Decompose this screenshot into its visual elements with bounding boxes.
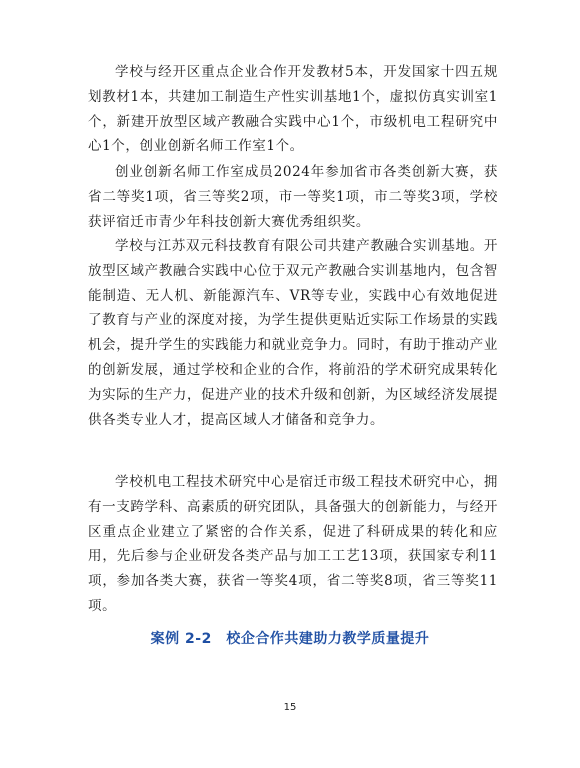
paragraph-training-base: 学校与江苏双元科技教育有限公司共建产教融合实训基地。开放型区域产教融合实践中心位于双元产教融合实训基地内，包含智能制造、无人机、新能源汽车、VR等专业，实践中心有效地促进了教育与产业的深度对接，为学生提供更贴近实际工作场景的实践机会，提升学生的实践能力和就业竞争力。同时，有助于推动产业的创新发展，通过学校和企业的合作，将前沿的学术研究成果转化为实际的生产力，促进产业的技术升级和创新，为区域经济发展提供各类专业人才，提高区域人才储备和竞争力。 [88, 238, 498, 428]
case-heading: 案例 2-2 校企合作共建助力教学质量提升 [150, 631, 430, 647]
paragraph-innovation-awards: 创业创新名师工作室成员2024年参加省市各类创新大赛，获省二等奖1项，省三等奖2项，市一等奖1项，市二等奖3项，学校获评宿迁市青少年科技创新大赛优秀组织奖。 [88, 164, 498, 230]
paragraph-research-center: 学校机电工程技术研究中心是宿迁市级工程技术研究中心，拥有一支跨学科、高素质的研究团队，具备强大的创新能力，与经开区重点企业建立了紧密的合作关系，促进了科研成果的转化和应用，先后参与企业研发各类产品与加工工艺13项，获国家专利11项，参加各类大赛，获省一等奖4项，省二等奖8项，省三等奖11项。 [88, 474, 498, 614]
paragraph-textbook-cooperation: 学校与经开区重点企业合作开发教材5本，开发国家十四五规划教材1本，共建加工制造生产性实训基地1个，虚拟仿真实训室1个，新建开放型区域产教融合实践中心1个，市级机电工程研究中心1个，创业创新名师工作室1个。 [88, 64, 498, 155]
page-number: 15 [283, 702, 297, 713]
